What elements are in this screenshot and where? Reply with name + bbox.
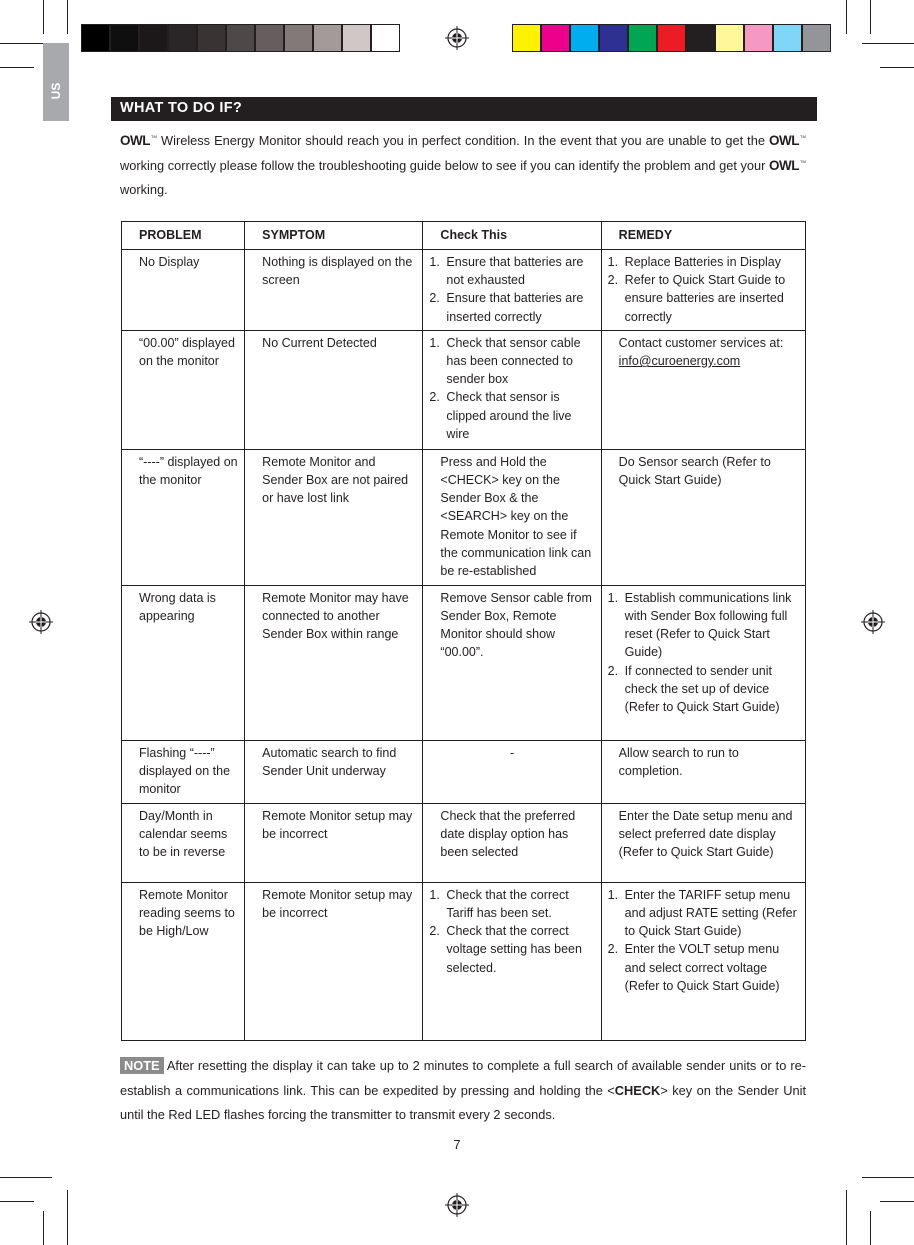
header-remedy: REMEDY bbox=[601, 222, 805, 250]
problem-cell: Wrong data is appearing bbox=[122, 585, 245, 740]
svg-text:TM: TM bbox=[800, 158, 806, 164]
gray-swatch bbox=[255, 24, 284, 52]
problem-cell: Remote Monitor reading seems to be High/Low bbox=[122, 882, 245, 1040]
intro-text-3: working. bbox=[120, 182, 168, 197]
troubleshooting-table bbox=[121, 221, 806, 1041]
list-item: 2. If connected to sender unit check the set up of device (Refer to Quick Start Guide) bbox=[607, 663, 780, 715]
process-swatch bbox=[599, 24, 628, 52]
registration-mark-icon bbox=[445, 1193, 469, 1217]
header-check: Check This bbox=[423, 222, 601, 250]
remedy-cell: Contact customer services at: info@curoenergy.com bbox=[601, 330, 805, 449]
intro-text-2: working correctly please follow the troubleshooting guide below to see if you can identify the problem and get your bbox=[120, 157, 769, 173]
problem-cell: “00.00” displayed on the monitor bbox=[122, 330, 245, 449]
process-swatch bbox=[657, 24, 686, 52]
remedy-cell bbox=[601, 250, 805, 331]
list-item: 1. Enter the TARIFF setup menu and adjust RATE setting (Refer to Quick Start Guide) bbox=[607, 887, 797, 939]
crop-mark bbox=[862, 1177, 914, 1178]
list-item: 1. Establish communications link with Sender Box following full reset (Refer to Quick Start Guide) bbox=[607, 590, 792, 660]
crop-mark bbox=[43, 1211, 44, 1245]
crop-mark bbox=[0, 1177, 52, 1178]
registration-mark-icon bbox=[445, 26, 469, 50]
check-cell: - bbox=[423, 740, 601, 803]
list-item: 2. Refer to Quick Start Guide to ensure batteries are inserted correctly bbox=[607, 273, 786, 324]
gray-swatch bbox=[342, 24, 371, 52]
list-item: 2. Ensure that batteries are inserted correctly bbox=[429, 291, 584, 324]
table-header-row bbox=[122, 222, 806, 250]
support-email-link[interactable]: info@curoenergy.com bbox=[618, 354, 741, 369]
list-item: 1. Check that sensor cable has been connected to sender box bbox=[429, 335, 581, 387]
list-item: 1. Check that the correct Tariff has been set. bbox=[429, 887, 569, 921]
list-item: 2. Check that the correct voltage setting has been selected. bbox=[429, 924, 582, 975]
svg-text:OWL: OWL bbox=[769, 133, 799, 147]
symptom-cell: Nothing is displayed on the screen bbox=[245, 250, 423, 331]
registration-mark-icon bbox=[861, 610, 885, 634]
svg-text:TM: TM bbox=[800, 134, 806, 139]
gray-swatch bbox=[313, 24, 342, 52]
check-cell bbox=[423, 330, 601, 449]
list-item: 1. Replace Batteries in Display bbox=[607, 255, 781, 269]
problem-cell: No Display bbox=[122, 250, 245, 331]
problem-cell: Day/Month in calendar seems to be in reverse bbox=[122, 803, 245, 882]
owl-logo-icon bbox=[120, 133, 157, 148]
note-paragraph bbox=[120, 1054, 806, 1128]
crop-mark bbox=[880, 67, 914, 68]
note-tag: NOTE bbox=[120, 1057, 164, 1074]
note-key: CHECK bbox=[614, 1082, 661, 1098]
gray-swatch bbox=[371, 24, 400, 52]
symptom-cell: No Current Detected bbox=[245, 330, 423, 449]
process-swatch bbox=[628, 24, 657, 52]
check-cell: Press and Hold the <CHECK> key on the Sender Box & the <SEARCH> key on the Remote Monitor to see if the communication link can be re-established bbox=[423, 449, 601, 585]
crop-mark bbox=[67, 1190, 68, 1245]
svg-text:TM: TM bbox=[151, 134, 157, 139]
crop-mark bbox=[870, 0, 871, 34]
crop-mark bbox=[870, 1211, 871, 1245]
table-row bbox=[122, 449, 806, 585]
gray-swatch bbox=[81, 24, 110, 52]
process-swatch bbox=[715, 24, 744, 52]
remedy-cell bbox=[601, 882, 805, 1040]
crop-mark bbox=[43, 0, 44, 34]
header-problem: PROBLEM bbox=[122, 222, 245, 250]
gray-swatch bbox=[226, 24, 255, 52]
problem-cell: Flashing “----” displayed on the monitor bbox=[122, 740, 245, 803]
crop-mark bbox=[846, 0, 847, 34]
process-swatch bbox=[802, 24, 831, 52]
note-text-2: > key on the Sender Unit until the Red LED flashes forcing the transmitter to transmit every 2 seconds. bbox=[120, 1082, 807, 1122]
gray-swatch bbox=[110, 24, 139, 52]
list-item: 2. Enter the VOLT setup menu and select correct voltage (Refer to Quick Start Guide) bbox=[607, 942, 780, 993]
svg-text:OWL: OWL bbox=[769, 157, 799, 172]
page-number: 7 bbox=[453, 1137, 461, 1152]
symptom-cell: Remote Monitor setup may be incorrect bbox=[245, 803, 423, 882]
crop-mark bbox=[846, 1190, 847, 1245]
note-text-1: After resetting the display it can take up to 2 minutes to complete a full search of available sender units or to re-establish a communications link. This can be expedited by pressing and holding the < bbox=[120, 1058, 806, 1098]
problem-cell: “----” displayed on the monitor bbox=[122, 449, 245, 585]
remedy-cell bbox=[601, 585, 805, 740]
svg-text:OWL: OWL bbox=[120, 133, 150, 147]
process-swatch bbox=[686, 24, 715, 52]
remedy-cell: Allow search to run to completion. bbox=[601, 740, 805, 803]
process-swatch bbox=[541, 24, 570, 52]
symptom-cell: Automatic search to find Sender Unit underway bbox=[245, 740, 423, 803]
gray-swatch bbox=[168, 24, 197, 52]
crop-mark bbox=[862, 43, 914, 44]
process-swatch bbox=[773, 24, 802, 52]
owl-logo-icon bbox=[769, 158, 806, 173]
intro-paragraph bbox=[120, 129, 806, 203]
check-cell: Remove Sensor cable from Sender Box, Remote Monitor should show “00.00”. bbox=[423, 585, 601, 740]
table-row bbox=[122, 250, 806, 331]
table-row bbox=[122, 585, 806, 740]
check-cell: Check that the preferred date display option has been selected bbox=[423, 803, 601, 882]
table-body bbox=[122, 250, 806, 1041]
symptom-cell: Remote Monitor may have connected to another Sender Box within range bbox=[245, 585, 423, 740]
gray-swatch bbox=[139, 24, 168, 52]
owl-logo-icon bbox=[769, 133, 806, 148]
check-cell bbox=[423, 882, 601, 1040]
symptom-cell: Remote Monitor setup may be incorrect bbox=[245, 882, 423, 1040]
list-item: 1. Ensure that batteries are not exhausted bbox=[429, 255, 584, 288]
gray-swatch bbox=[284, 24, 313, 52]
crop-mark bbox=[67, 0, 68, 34]
list-item: 2. Check that sensor is clipped around the live wire bbox=[429, 390, 572, 441]
check-cell bbox=[423, 250, 601, 331]
table-row bbox=[122, 330, 806, 449]
header-symptom: SYMPTOM bbox=[245, 222, 423, 250]
table-row bbox=[122, 740, 806, 803]
table-row bbox=[122, 882, 806, 1040]
intro-text-1: Wireless Energy Monitor should reach you in perfect condition. In the event that you are unable to get the bbox=[157, 133, 769, 148]
crop-mark bbox=[880, 1201, 914, 1202]
process-swatch bbox=[570, 24, 599, 52]
table-row bbox=[122, 803, 806, 882]
section-title: WHAT TO DO IF? bbox=[120, 100, 243, 116]
process-swatch bbox=[744, 24, 773, 52]
process-swatch bbox=[512, 24, 541, 52]
gray-swatch bbox=[197, 24, 226, 52]
registration-mark-icon bbox=[29, 610, 53, 634]
symptom-cell: Remote Monitor and Sender Box are not paired or have lost link bbox=[245, 449, 423, 585]
remedy-cell: Enter the Date setup menu and select preferred date display (Refer to Quick Start Guide) bbox=[601, 803, 805, 882]
remedy-cell: Do Sensor search (Refer to Quick Start Guide) bbox=[601, 449, 805, 585]
language-tab-label: US bbox=[49, 82, 63, 100]
crop-mark bbox=[0, 67, 34, 68]
crop-mark bbox=[0, 1201, 34, 1202]
